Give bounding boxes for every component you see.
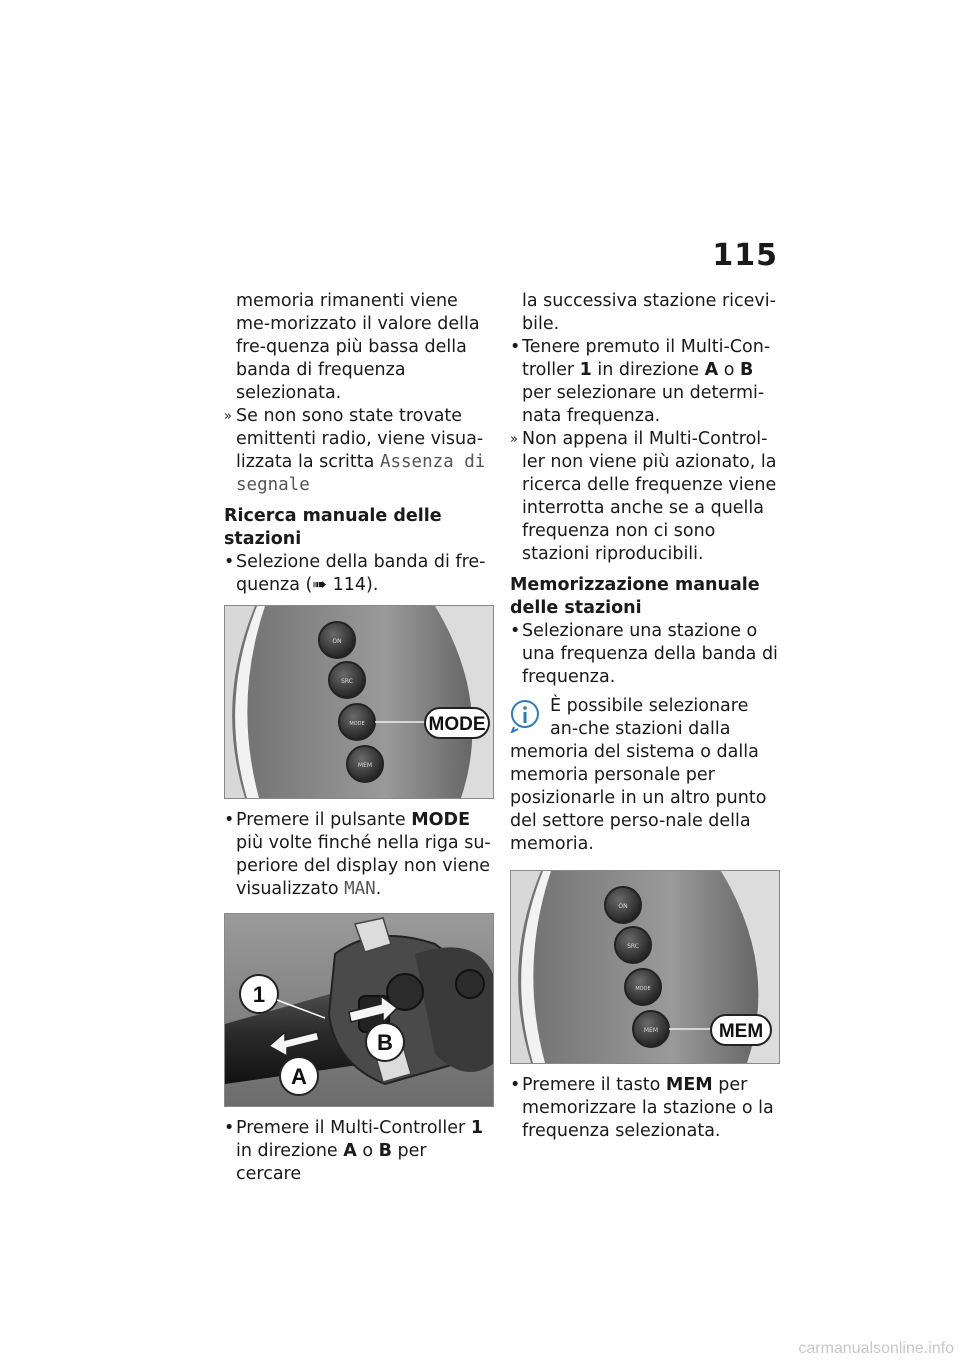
svg-text:B: B — [377, 1030, 393, 1055]
bullet-icon: • — [510, 1075, 521, 1095]
svg-text:A: A — [291, 1064, 307, 1089]
mem-callout-label: MEM — [718, 1021, 764, 1042]
paragraph: memoria rimanenti viene me-morizzato il valore della fre-quenza più bassa della banda di frequenza selezionata. — [236, 291, 480, 403]
left-column — [224, 290, 492, 1186]
result-item: » Non appena il Multi-Control-ler non viene più azionato, la ricerca delle frequenze viene interrotta anche se a quella frequenza non ci sono stazioni riproducibili. — [510, 429, 777, 564]
mode-button-illustration — [225, 606, 493, 798]
result-arrow-icon: » — [224, 409, 232, 424]
bullet-item: • Selezionare una stazione o una frequenza della banda di frequenza. — [510, 621, 778, 687]
svg-text:MODE: MODE — [349, 721, 365, 727]
svg-text:ON: ON — [618, 903, 628, 910]
bullet-icon: • — [224, 552, 235, 572]
mem-button — [633, 1011, 669, 1047]
svg-text:MEM: MEM — [357, 762, 373, 769]
bullet-icon: • — [510, 621, 521, 641]
right-column — [510, 290, 778, 1143]
info-icon — [510, 699, 540, 733]
on-button — [319, 622, 355, 658]
mode-button — [625, 969, 661, 1005]
bullet-item: • Selezione della banda di fre-quenza (➠ 114). — [224, 552, 486, 595]
src-button — [329, 662, 365, 698]
svg-text:MODE: MODE — [635, 986, 651, 992]
mode-callout-label: MODE — [428, 714, 486, 735]
bullet-item: • Tenere premuto il Multi-Con-troller 1 in direzione A o B per selezionare un determi-nata frequenza. — [510, 337, 771, 426]
mem-button — [347, 746, 383, 782]
result-arrow-icon: » — [510, 432, 518, 447]
multi-controller-figure — [224, 913, 494, 1107]
bullet-item: • Premere il tasto MEM per memorizzare la stazione o la frequenza selezionata. — [510, 1075, 774, 1141]
on-button — [605, 887, 641, 923]
bullet-icon: • — [224, 1118, 235, 1138]
mem-button-figure — [510, 870, 780, 1064]
display-text: MAN — [344, 879, 376, 899]
page-number: 115 — [712, 238, 778, 273]
bullet-icon: • — [510, 337, 521, 357]
bullet-icon: • — [224, 810, 235, 830]
footer-watermark: carmanualsonline.info — [798, 1340, 954, 1357]
mode-button — [339, 704, 375, 740]
result-item: » Se non sono state trovate emittenti radio, viene visua-lizzata la scritta Assenza di segnale — [224, 406, 486, 495]
section-heading: Memorizzazione manuale delle stazioni — [510, 575, 760, 618]
mem-button-illustration — [511, 871, 779, 1063]
svg-text:ON: ON — [332, 638, 342, 645]
section-heading: Ricerca manuale delle stazioni — [224, 506, 442, 549]
bullet-item: • Premere il Multi-Controller 1 in direzione A o B per cercare — [224, 1118, 483, 1184]
bullet-item: • Premere il pulsante MODE più volte finché nella riga su-periore del display non viene visualizzato MAN. — [224, 810, 491, 899]
display-text: Assenza di segnale — [236, 452, 486, 495]
svg-text:1: 1 — [252, 982, 266, 1007]
svg-text:MEM: MEM — [643, 1027, 659, 1034]
reference-arrow-icon: ➠ — [312, 575, 328, 595]
paragraph: la successiva stazione ricevi-bile. — [522, 291, 776, 334]
mode-button-figure — [224, 605, 494, 799]
svg-text:SRC: SRC — [341, 678, 353, 685]
src-button — [615, 927, 651, 963]
info-note: È possibile selezionare an-che stazioni dalla memoria del sistema o dalla memoria personale per posizionarle in un altro punto del settore perso-nale della memoria. — [510, 696, 767, 854]
multi-controller-illustration — [225, 914, 493, 1106]
svg-text:SRC: SRC — [627, 943, 639, 950]
